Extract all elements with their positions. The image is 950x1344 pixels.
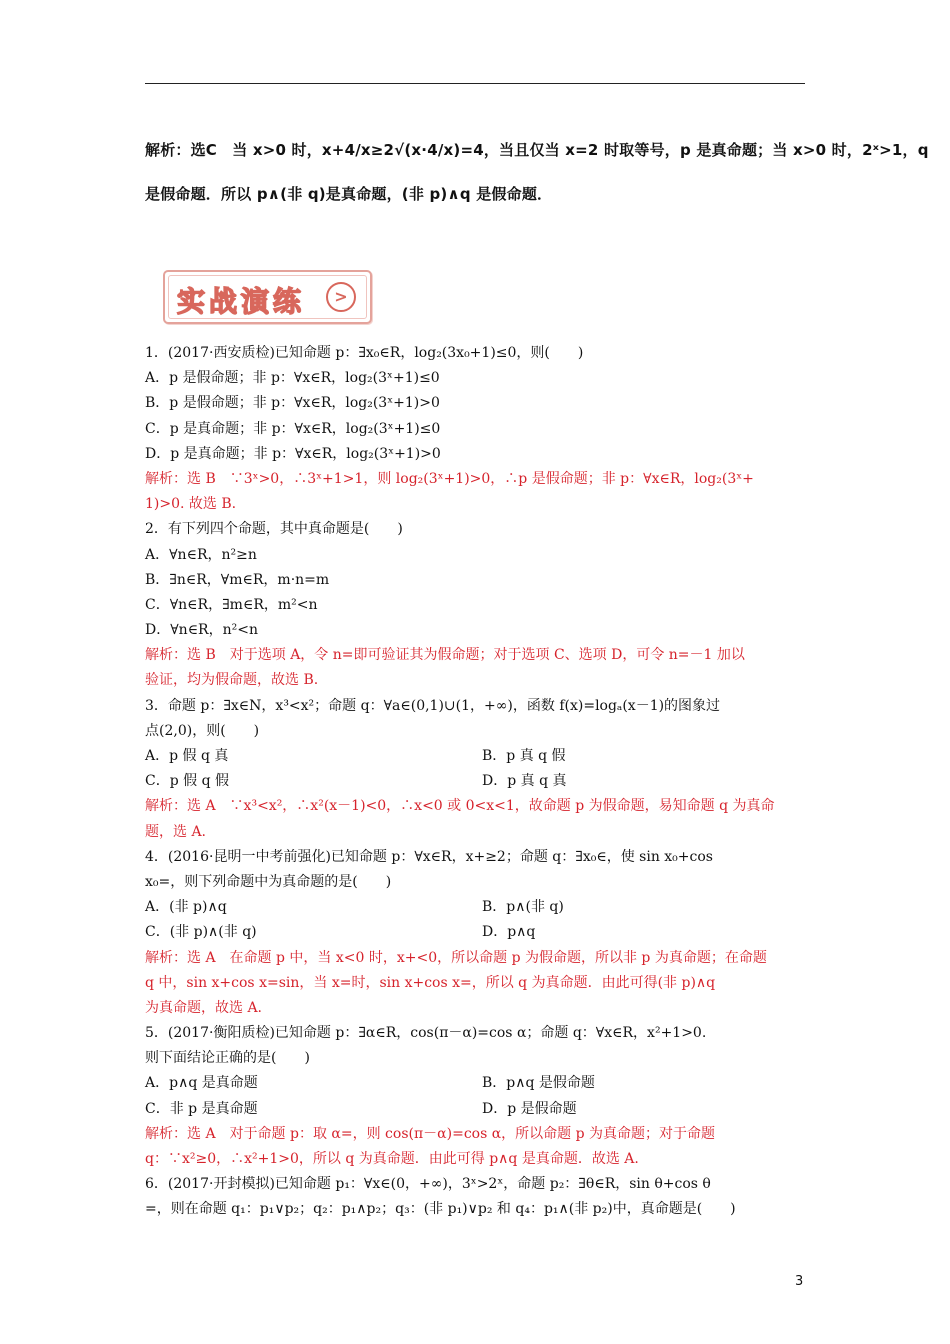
analysis-text: 1)>0. 故选 B. — [145, 496, 237, 513]
question-option: D．p 是假命题 — [482, 1100, 577, 1117]
question-option: B．∃n∈R，∀m∈R，m·n=m — [145, 571, 330, 588]
question-item — [145, 1172, 810, 1222]
question-option: B．p 真 q 假 — [482, 748, 566, 764]
question-option: C．非 p 是真命题 — [145, 1100, 258, 1117]
analysis-text: 解析：选 A 在命题 p 中，当 x<0 时，x+<0，所以命题 p 为假命题，所以非 p 为真命题；在命题 — [145, 949, 767, 966]
question-item — [145, 341, 810, 517]
header-rule — [145, 83, 805, 84]
analysis-text: 解析：选 B ∵3ˣ>0，∴3ˣ+1>1，则 log₂(3ˣ+1)>0，∴p 是假命题；非 p：∀x∈R，log₂(3ˣ+ — [145, 470, 754, 487]
question-option: C．p 假 q 假 — [145, 773, 229, 790]
question-stem: =，则在命题 q₁：p₁∨p₂；q₂：p₁∧p₂；q₃：(非 p₁)∨p₂ 和 q₄：p₁∧(非 p₂)中，真命题是( ) — [145, 1201, 736, 1218]
question-stem: 5．(2017·衡阳质检)已知命题 p：∃α∈R，cos(π－α)=cos α；命题 q：∀x∈R，x²+1>0. — [145, 1025, 707, 1042]
option-row — [145, 1071, 810, 1096]
question-option: B．p∧(非 q) — [482, 899, 564, 916]
practice-badge — [163, 270, 372, 324]
analysis-text: q：∵x²≥0，∴x²+1>0，所以 q 为真命题．由此可得 p∧q 是真命题．故选 A. — [145, 1151, 639, 1167]
option-row — [145, 744, 810, 769]
analysis-text: 解析：选 A ∵x³<x²，∴x²(x－1)<0，∴x<0 或 0<x<1，故命题 p 为假命题，易知命题 q 为真命 — [145, 798, 775, 815]
question-option: B．p∧q 是假命题 — [482, 1075, 595, 1092]
question-stem: 3．命题 p：∃x∈N，x³<x²；命题 q：∀a∈(0,1)∪(1，+∞)，函数 f(x)=logₐ(x－1)的图象过 — [145, 697, 721, 714]
option-row — [145, 769, 810, 794]
question-stem: 1．(2017·西安质检)已知命题 p：∃x₀∈R，log₂(3x₀+1)≤0，则( ) — [145, 345, 584, 361]
question-stem: x₀=，则下列命题中为真命题的是( ) — [145, 873, 392, 890]
question-option: D．p 是真命题；非 p：∀x∈R，log₂(3ˣ+1)>0 — [145, 445, 441, 462]
intro-analysis — [145, 128, 929, 216]
question-item — [145, 845, 810, 1021]
practice-badge-text: 实战演练 — [177, 285, 306, 318]
analysis-text: 题，选 A. — [145, 823, 207, 840]
question-option: D．p∧q — [482, 924, 536, 941]
question-stem: 则下面结论正确的是( ) — [145, 1050, 310, 1067]
question-option: A．p 是假命题；非 p：∀x∈R，log₂(3ˣ+1)≤0 — [145, 370, 440, 387]
question-stem: 6．(2017·开封模拟)已知命题 p₁：∀x∈(0，+∞)，3ˣ>2ˣ，命题 p₂：∃θ∈R，sin θ+cos θ — [145, 1176, 711, 1193]
question-stem: 点(2,0)，则( ) — [145, 722, 260, 739]
question-option: A．p∧q 是真命题 — [145, 1075, 258, 1092]
analysis-text: 解析：选 A 对于命题 p：取 α=，则 cos(π－α)=cos α，所以命题 p 为真命题；对于命题 — [145, 1125, 716, 1142]
intro-line-2: 是假命题．所以 p∧(非 q)是真命题，(非 p)∧q 是假命题． — [145, 185, 553, 203]
analysis-text: 验证，均为假命题，故选 B. — [145, 672, 319, 689]
option-row — [145, 920, 810, 945]
option-row — [145, 1097, 810, 1122]
question-list — [145, 341, 810, 1223]
question-option: C．∀n∈R，∃m∈R，m²<n — [145, 596, 318, 613]
analysis-text: 为真命题，故选 A. — [145, 999, 263, 1016]
page-number: 3 — [795, 1274, 804, 1289]
question-option: D．p 真 q 真 — [482, 773, 567, 790]
question-stem: 4．(2016·昆明一中考前强化)已知命题 p：∀x∈R，x+≥2；命题 q：∃x₀∈，使 sin x₀+cos — [145, 848, 713, 865]
question-option: C．p 是真命题；非 p：∀x∈R，log₂(3ˣ+1)≤0 — [145, 420, 441, 437]
question-item — [145, 694, 810, 845]
intro-line-1: 解析：选C 当 x>0 时，x+4/x≥2√(x·4/x)=4，当且仅当 x=2 时取等号，p 是真命题；当 x>0 时，2ˣ>1，q — [145, 141, 929, 159]
question-option: A．p 假 q 真 — [145, 748, 229, 764]
question-option: A．∀n∈R，n²≥n — [145, 546, 257, 563]
option-row — [145, 895, 810, 920]
analysis-text: q 中，sin x+cos x=sin，当 x=时，sin x+cos x=，所以 q 为真命题．由此可得(非 p)∧q — [145, 974, 716, 991]
question-option: C．(非 p)∧(非 q) — [145, 924, 257, 941]
question-option: A．(非 p)∧q — [145, 899, 227, 916]
question-item — [145, 1021, 810, 1172]
question-option: D．∀n∈R，n²<n — [145, 622, 258, 639]
question-stem: 2．有下列四个命题，其中真命题是( ) — [145, 521, 403, 538]
question-option: B．p 是假命题；非 p：∀x∈R，log₂(3ˣ+1)>0 — [145, 395, 440, 412]
analysis-text: 解析：选 B 对于选项 A，令 n=即可验证其为假命题；对于选项 C、选项 D，可令 n=－1 加以 — [145, 647, 745, 664]
question-item — [145, 517, 810, 693]
arrow-right-icon: > — [326, 282, 356, 312]
